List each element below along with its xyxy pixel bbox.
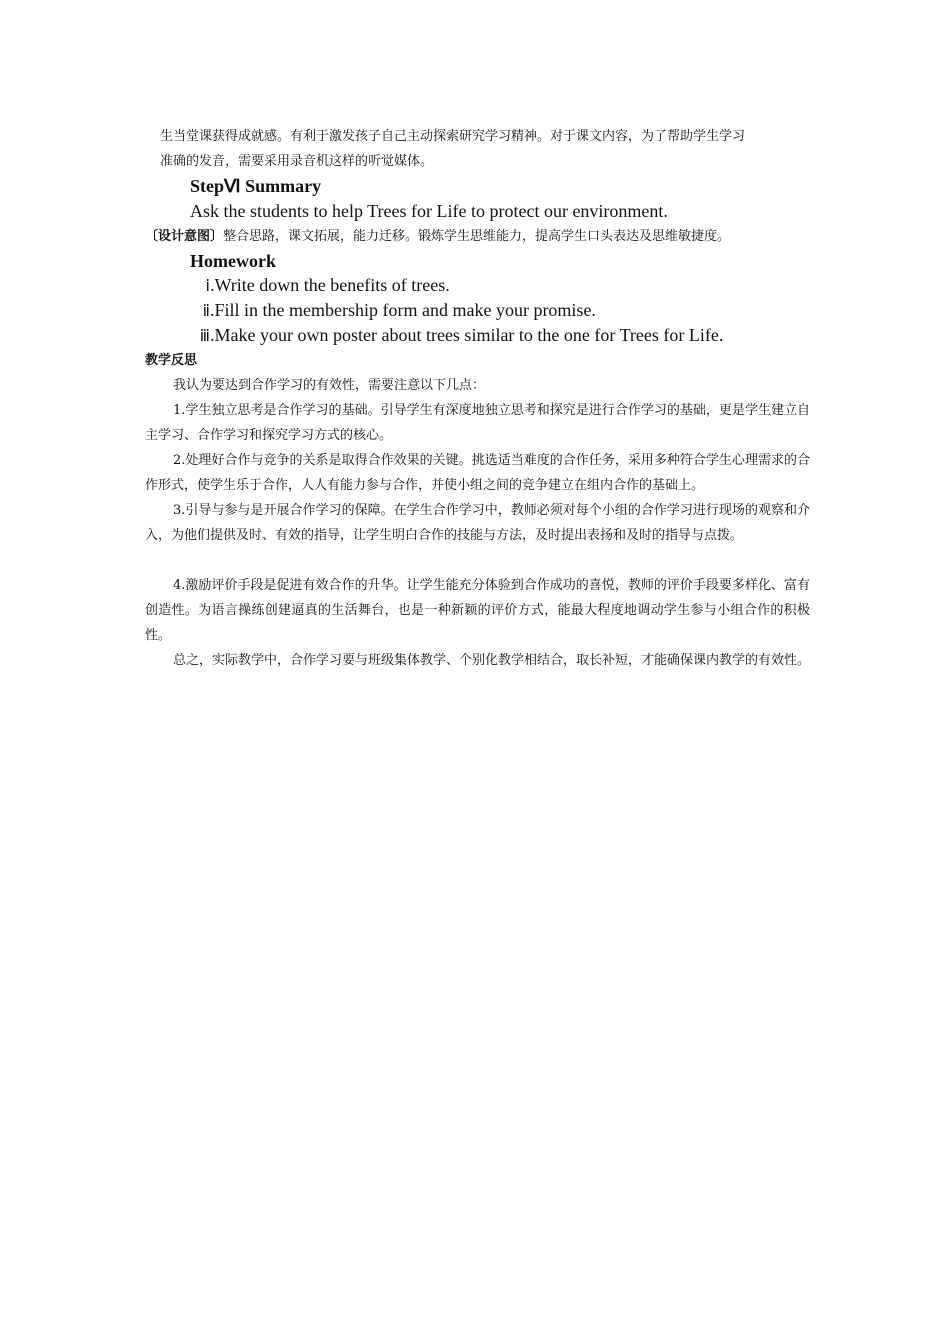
design-intent-label: 〔设计意图〕: [145, 229, 224, 244]
homework-item-marker: ⅲ: [199, 328, 210, 345]
intro-line-2: 准确的发音，需要采用录音机这样的听觉媒体。: [160, 154, 434, 169]
homework-item: [190, 323, 723, 349]
reflection-point: 2.处理好合作与竞争的关系是取得合作效果的关键。挑选适当难度的合作任务，采用多种符合学生心理需求的合作形式，使学生乐于合作，人人有能力参与合作，并使小组之间的竞争建立在组内合作的基础上。: [145, 453, 810, 493]
homework-item-text: .Make your own poster about trees similar to the one for Trees for Life.: [210, 325, 724, 345]
reflection-conclusion: 总之，实际教学中，合作学习要与班级集体教学、个别化教学相结合，取长补短，才能确保课内教学的有效性。: [173, 653, 811, 668]
homework-item-text: .Write down the benefits of trees.: [210, 275, 450, 295]
homework-item: [190, 273, 450, 299]
summary-heading: StepⅥ Summary: [190, 176, 322, 196]
homework-item-marker: ⅱ: [202, 303, 210, 320]
reflection-point: 3.引导与参与是开展合作学习的保障。在学生合作学习中，教师必须对每个小组的合作学习进行现场的观察和介入，为他们提供及时、有效的指导，让学生明白合作的技能与方法，及时提出表扬和及时的指导与点拨。: [145, 503, 810, 543]
reflection-heading: 教学反思: [145, 353, 198, 368]
reflection-point: 4.激励评价手段是促进有效合作的升华。让学生能充分体验到合作成功的喜悦，教师的评价手段要多样化、富有创造性。为语言操练创建逼真的生活舞台，也是一种新颖的评价方式，能最大程度地调动学生参与小组合作的积极性。: [145, 578, 810, 643]
intro-line-1: 生当堂课获得成就感。有利于激发孩子自己主动探索研究学习精神。对于课文内容，为了帮助学生学习: [160, 129, 746, 144]
design-intent-text: 整合思路，课文拓展，能力迁移。锻炼学生思维能力，提高学生口头表达及思维敏捷度。: [223, 229, 731, 244]
summary-body: Ask the students to help Trees for Life to protect our environment.: [190, 201, 668, 221]
homework-item-text: .Fill in the membership form and make your promise.: [210, 300, 596, 320]
homework-item: [190, 298, 596, 324]
reflection-point: 1.学生独立思考是合作学习的基础。引导学生有深度地独立思考和探究是进行合作学习的基础，更是学生建立自主学习、合作学习和探究学习方式的核心。: [145, 403, 810, 443]
homework-item-marker: ⅰ: [205, 278, 210, 295]
design-intent: [145, 224, 730, 249]
reflection-intro: 我认为要达到合作学习的有效性，需要注意以下几点：: [173, 378, 486, 393]
homework-heading: Homework: [190, 251, 276, 271]
